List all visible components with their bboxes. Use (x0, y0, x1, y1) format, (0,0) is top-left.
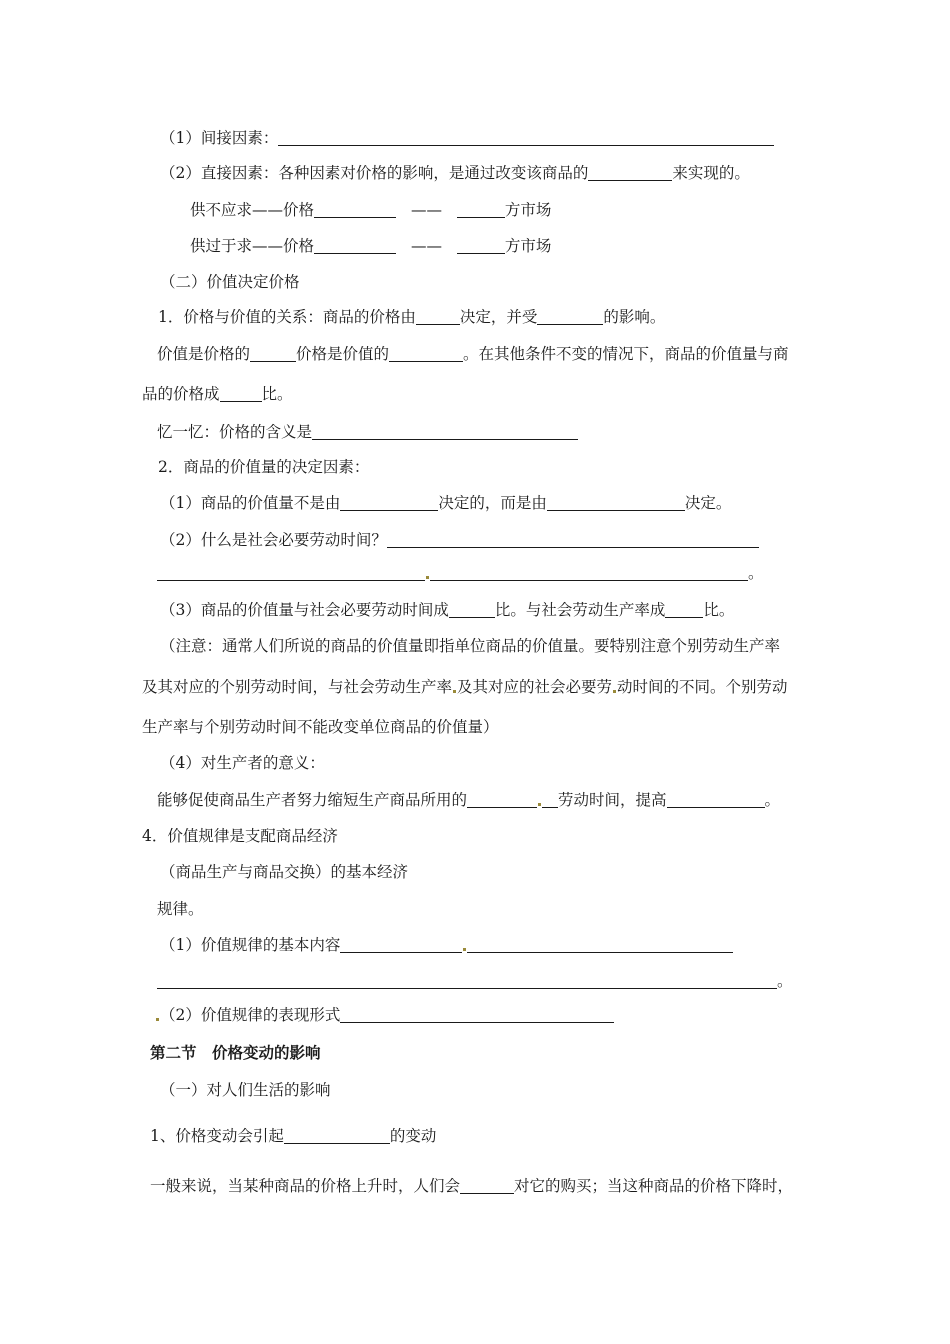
answer-blank[interactable] (457, 202, 505, 218)
item-price-value-relation: 1．价格与价值的关系：商品的价格由 决定，并受 的影响。 (158, 308, 666, 326)
item-law-content: （1）价值规律的基本内容 (160, 935, 733, 955)
heading-law-of-value-end: 规律。 (157, 900, 204, 918)
answer-blank[interactable] (665, 602, 703, 618)
answer-blank[interactable] (278, 130, 774, 146)
answer-blank[interactable] (340, 495, 438, 511)
note-paragraph-line1: （注意：通常人们所说的商品的价值量即指单位商品的价值量。要特别注意个别劳动生产率 (160, 637, 781, 655)
item-socially-necessary-time: （2）什么是社会必要劳动时间？ (160, 530, 759, 550)
note-paragraph-line3: 生产率与个别劳动时间不能改变单位商品的价值量） (142, 718, 499, 736)
answer-blank[interactable] (389, 346, 463, 362)
paragraph-price-demand: 一般来说，当某种商品的价格上升时，人们会 对它的购买；当这种商品的价格下降时， (150, 1177, 794, 1195)
answer-blank[interactable] (157, 565, 425, 581)
answer-blank[interactable] (416, 309, 460, 325)
answer-blank[interactable] (250, 346, 296, 362)
answer-blank[interactable] (340, 937, 462, 953)
item-price-change-effect: 1、价格变动会引起 的变动 (150, 1127, 437, 1145)
answer-blank[interactable] (547, 495, 685, 511)
answer-blank[interactable] (449, 602, 495, 618)
note-paragraph-line2: 及其对应的个别劳动时间，与社会劳动生产率 及其对应的社会必要劳 动时间的不同。个别劳动 (142, 678, 788, 696)
answer-line-law-content: 。 (157, 971, 793, 991)
answer-blank[interactable] (467, 937, 733, 953)
heading-value-quantity-factors: 2．商品的价值量的决定因素： (158, 458, 370, 476)
item-producer-significance: （4）对生产者的意义： (160, 754, 325, 772)
line-supply-short: 供不应求——价格 —— 方市场 (190, 201, 552, 219)
item-direct-factors: （2）直接因素：各种因素对价格的影响，是通过改变该商品的 来实现的。 (160, 164, 750, 182)
heading-law-of-value-cont: （商品生产与商品交换）的基本经济 (160, 863, 409, 881)
item-recall-price-meaning: 忆一忆：价格的含义是 (157, 422, 578, 442)
paragraph-value-price-cont: 品的价格成 比。 (142, 385, 293, 403)
item-producer-significance-blank: 能够促使商品生产者努力缩短生产商品所用的 劳动时间，提高 。 (157, 791, 781, 809)
answer-blank[interactable] (340, 1007, 614, 1023)
section-heading-price-change: 第二节 价格变动的影响 (150, 1044, 321, 1062)
answer-blank[interactable] (220, 386, 262, 402)
answer-blank[interactable] (537, 309, 603, 325)
answer-blank[interactable] (667, 792, 765, 808)
answer-blank[interactable] (314, 238, 396, 254)
answer-blank[interactable] (460, 1178, 514, 1194)
section-value-determines-price: （二）价值决定价格 (160, 273, 300, 291)
answer-blank[interactable] (312, 424, 578, 440)
answer-blank[interactable] (467, 792, 537, 808)
item-indirect-factors: （1）间接因素： (160, 128, 774, 148)
answer-blank[interactable] (542, 792, 558, 808)
item-law-form: （2）价值规律的表现形式 (155, 1005, 614, 1025)
answer-blank[interactable] (387, 532, 759, 548)
answer-blank[interactable] (157, 973, 777, 989)
paragraph-value-price: 价值是价格的 价格是价值的 。在其他条件不变的情况下，商品的价值量与商 (157, 345, 789, 363)
answer-blank[interactable] (284, 1128, 390, 1144)
item-value-vs-labor-time: （3）商品的价值量与社会必要劳动时间成 比。与社会劳动生产率成 比。 (160, 601, 735, 619)
answer-blank[interactable] (314, 202, 396, 218)
answer-blank[interactable] (457, 238, 505, 254)
item-value-quantity-determinant: （1）商品的价值量不是由 决定的，而是由 决定。 (160, 494, 732, 512)
heading-law-of-value: 4．价值规律是支配商品经济 (142, 827, 338, 845)
answer-blank[interactable] (430, 565, 748, 581)
answer-blank[interactable] (588, 165, 672, 181)
line-supply-excess: 供过于求——价格 —— 方市场 (190, 237, 552, 255)
subheading-impact-on-life: （一）对人们生活的影响 (160, 1081, 331, 1099)
answer-line-continuation: 。 (157, 563, 764, 583)
